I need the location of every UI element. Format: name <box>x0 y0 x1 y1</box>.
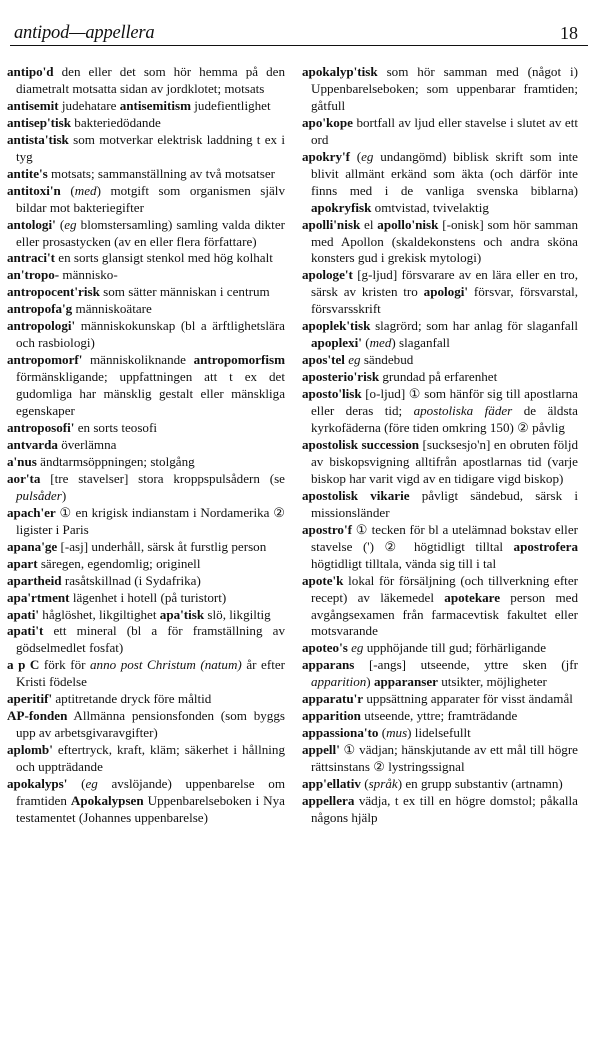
dictionary-entry <box>302 708 578 725</box>
headword: aplomb' <box>7 742 53 758</box>
definition-text: ) <box>366 674 374 690</box>
dictionary-entry <box>7 607 285 624</box>
definition-text: som sätter människan i centrum <box>99 284 270 300</box>
definition-text: ( <box>361 335 370 351</box>
definition-text: en sorts glansigt stenkol med hög kolhalt <box>55 250 273 266</box>
headword: apana'ge <box>7 538 58 554</box>
italic-text: språk <box>368 776 398 792</box>
dictionary-entry <box>302 488 578 522</box>
bold-term: apa'tisk <box>159 606 205 622</box>
definition-text: ( <box>350 148 362 164</box>
italic-text: eg <box>64 216 77 232</box>
dictionary-entry <box>7 708 285 742</box>
headword: apartheid <box>7 572 62 588</box>
dictionary-entry <box>302 369 578 386</box>
headword: antraci't <box>7 250 55 266</box>
dictionary-entry <box>7 539 285 556</box>
dictionary-entry <box>302 725 578 742</box>
dictionary-entry <box>7 301 285 318</box>
definition-text: [-onisk] som hör samman med Apollon (skaldekonstens och andra sköna konsters gud i grekisk mytologi) <box>311 216 579 266</box>
headword: apati't <box>7 623 44 639</box>
headword: antite's <box>7 165 48 181</box>
definition-text: lägenhet i hotell (på turistort) <box>69 589 227 605</box>
dictionary-entry <box>7 691 285 708</box>
dictionary-entry <box>302 64 578 115</box>
definition-text: [o-ljud] ① som hänför sig till apostlarna eller deras tid; <box>311 386 578 419</box>
dictionary-entry <box>302 352 578 369</box>
dictionary-entry <box>7 505 285 539</box>
definition-text: ) <box>61 487 67 503</box>
headword: aor'ta <box>7 470 41 486</box>
headword: apolli'nisk <box>302 216 361 232</box>
headword: app'ellativ <box>302 776 361 792</box>
headword: apparatu'r <box>302 691 364 707</box>
dictionary-entry <box>302 573 578 641</box>
headword: apostolisk succession <box>302 436 420 452</box>
left-column <box>7 64 285 827</box>
definition-text: ( <box>60 182 75 198</box>
definition-text: ① tecken för bl a utelämnad bokstav eller stavelse (') ② högtidligt tilltal <box>311 521 578 554</box>
headword: appellera <box>302 792 355 808</box>
dictionary-entry <box>302 386 578 437</box>
definition-text: ( <box>67 776 86 792</box>
definition-text: uppsättning apparater för visst ändamål <box>363 691 573 707</box>
bold-term: Apokalypsen <box>70 792 144 808</box>
definition-text: ett mineral (bl a för framställning av gödselmedlet fosfat) <box>16 623 285 656</box>
definition-text: utsikter, möjligheter <box>437 674 547 690</box>
headword: apati' <box>7 606 40 622</box>
dictionary-entry <box>7 454 285 471</box>
bold-term: apokryfisk <box>311 199 372 215</box>
headword: apokry'f <box>302 148 351 164</box>
headword: antropocent'risk <box>7 284 100 300</box>
definition-text: de äldsta kyrkofäderna (före tiden omkring 150) ② påvlig <box>311 403 578 436</box>
page-header <box>14 18 584 44</box>
dictionary-entry <box>302 437 578 488</box>
italic-text: eg <box>85 776 98 792</box>
italic-text: eg <box>361 148 374 164</box>
headword: apoteo's <box>302 640 348 656</box>
definition-text: högtidligt tilltala, vända sig till i tal <box>311 555 497 571</box>
definition-text: påvligt sändebud, särsk i missionsländer <box>311 487 578 520</box>
dictionary-entry <box>7 217 285 251</box>
definition-text: [g-ljud] försvarare av en lära eller en tro, särsk av kristen tro <box>311 267 578 300</box>
headword: apos'tel <box>302 352 345 368</box>
dictionary-entry <box>302 776 578 793</box>
definition-text: eftertryck, kraft, kläm; säkerhet i hållning och uppträdande <box>16 742 285 775</box>
definition-text: ( <box>55 216 65 232</box>
header-rule <box>10 45 588 46</box>
definition-text: [-asj] underhåll, särsk åt furstlig person <box>57 538 267 554</box>
headword: apokalyps' <box>7 776 68 792</box>
definition-text: avslöjande) uppenbarelse om framtiden <box>16 776 286 808</box>
definition-text: Uppenbarelseboken i Nya testamentet (Johannes uppenbarelse) <box>16 792 285 825</box>
headword: antropofa'g <box>7 301 73 317</box>
dictionary-entry <box>7 166 285 183</box>
bold-term: apollo'nisk <box>377 216 439 232</box>
dictionary-entry <box>302 522 578 573</box>
headword: a'nus <box>7 453 37 469</box>
headword: apa'rtment <box>7 589 70 605</box>
dictionary-entry <box>302 742 578 776</box>
headword: appassiona'to <box>302 725 379 741</box>
definition-text: som hör samman med (något i) Uppenbarelseboken; som uppenbarar framtiden; gåtfull <box>311 64 578 113</box>
headword: aposterio'risk <box>302 369 380 385</box>
definition-text: förmänskligande; uppfattningen att t ex det gudomliga har mänsklig gestalt eller mänskliga egenskaper <box>16 369 285 419</box>
definition-text: undangömd) biblisk skrift som inte blivit allmänt erkänd som äkta (och därför inte finns med i de vanliga svenska biblarna) <box>311 148 578 198</box>
definition-text: den eller det som hör hemma på den diametralt motsatta sidan av jordklotet; motsats <box>16 64 285 96</box>
italic-text: apparition <box>311 674 367 690</box>
definition-text: ( <box>378 725 387 741</box>
dictionary-entry <box>7 64 285 98</box>
definition-text: ) slaganfall <box>391 335 450 351</box>
definition-text: ändtarmsöppningen; stolgång <box>36 453 195 469</box>
headword: apostolisk vikarie <box>302 487 410 503</box>
headword: an'tropo- <box>7 267 60 283</box>
page-number: 18 <box>560 23 578 43</box>
headword: aposto'lisk <box>302 386 362 402</box>
dictionary-entry <box>302 149 578 217</box>
definition-text: el <box>360 216 378 232</box>
headword: apostro'f <box>302 521 352 537</box>
dictionary-entry <box>7 623 285 657</box>
definition-text: ) motgift som organismen själv bildar mot bakteriegifter <box>16 182 285 215</box>
definition-text: förk för <box>39 657 90 673</box>
italic-text: med <box>369 335 392 351</box>
headword: a p C <box>7 657 40 673</box>
dictionary-entry <box>7 284 285 301</box>
definition-text: vädja, t ex till en högre domstol; påkalla någons hjälp <box>311 792 578 825</box>
definition-text: judefientlighet <box>191 97 271 113</box>
definition-text: bortfall av ljud eller stavelse i slutet av ett ord <box>311 114 578 147</box>
dictionary-entry <box>7 352 285 420</box>
bold-term: apotekare <box>444 589 501 605</box>
definition-text: människokunskap (bl a ärftlighetslära och rasbiologi) <box>16 318 285 351</box>
dictionary-entry <box>7 657 285 691</box>
dictionary-entry <box>7 471 285 505</box>
bold-term: antisemitism <box>119 97 191 113</box>
definition-text: grundad på erfarenhet <box>379 369 498 385</box>
definition-text: bakteriedödande <box>71 114 161 130</box>
headword: antroposofi' <box>7 420 75 436</box>
dictionary-entry <box>7 267 285 284</box>
definition-text: aptitretande dryck före måltid <box>52 691 212 707</box>
guide-words: antipod—appellera <box>14 23 155 43</box>
definition-text: sändebud <box>360 352 414 368</box>
definition-text: rasåtskillnad (i Sydafrika) <box>61 572 201 588</box>
definition-text: ① vädjan; hänskjutande av ett mål till högre rättsinstans ② lystringssignal <box>311 742 578 775</box>
dictionary-entry <box>302 640 578 657</box>
italic-text: pulsåder <box>16 487 62 503</box>
headword: antvarda <box>7 436 58 452</box>
dictionary-entry <box>302 267 578 318</box>
definition-text: som motverkar elektrisk laddning t ex i tyg <box>16 131 285 164</box>
dictionary-entry <box>7 742 285 776</box>
definition-text: ① en krigisk indianstam i Nordamerika ② ligister i Paris <box>16 504 285 537</box>
definition-text: överlämna <box>57 436 117 452</box>
headword: apoplek'tisk <box>302 318 371 334</box>
italic-text: eg <box>348 352 361 368</box>
headword: antropomorf' <box>7 352 83 368</box>
dictionary-entry <box>302 115 578 149</box>
definition-text: omtvistad, tvivelaktig <box>371 199 489 215</box>
definition-text: slö, likgiltig <box>204 606 271 622</box>
definition-text: [sucksesjo'n] en obruten följd av biskopsvigning alltifrån apostlarnas tid (varje biskop har varit vigd av en tidigare vigd biskop) <box>311 436 579 486</box>
dictionary-entry <box>7 556 285 573</box>
headword: antisep'tisk <box>7 114 72 130</box>
headword: AP-fonden <box>7 708 68 724</box>
headword: antipo'd <box>7 64 54 79</box>
definition-text: människoliknande <box>82 352 194 368</box>
dictionary-entry <box>7 420 285 437</box>
dictionary-entry <box>7 776 285 827</box>
dictionary-entry <box>302 793 578 827</box>
italic-text: eg <box>351 640 364 656</box>
dictionary-entry <box>7 98 285 115</box>
headword: appell' <box>302 742 340 758</box>
headword: antisemit <box>7 97 59 113</box>
dictionary-entry <box>7 573 285 590</box>
italic-text: anno post Christum (natum) <box>90 657 242 673</box>
headword: antista'tisk <box>7 131 69 147</box>
definition-text: [tre stavelser] stora kroppspulsådern (se <box>40 470 285 486</box>
definition-text: människoätare <box>72 301 152 317</box>
dictionary-entry <box>7 250 285 267</box>
headword: apach'er <box>7 504 56 520</box>
headword: apparans <box>302 657 355 673</box>
dictionary-entry <box>7 183 285 217</box>
bold-term: apologi' <box>423 284 469 300</box>
dictionary-entry <box>7 318 285 352</box>
definition-text: lokal för försäljning (och tillverkning efter recept) av läkemedel <box>311 572 578 605</box>
definition-text: judehatare <box>58 97 120 113</box>
definition-text: blomstersamling) samling valda dikter eller prosastycken (av en eller flera författare) <box>16 216 285 249</box>
headword: apologe't <box>302 267 353 283</box>
bold-term: antropomorfism <box>193 352 285 368</box>
right-column <box>302 64 578 827</box>
dictionary-entry <box>7 590 285 607</box>
definition-text: ( <box>360 776 369 792</box>
headword: apo'kope <box>302 114 353 130</box>
bold-term: apparanser <box>373 674 438 690</box>
dictionary-entry <box>7 115 285 132</box>
definition-text: ) lidelsefullt <box>407 725 471 741</box>
dictionary-entry <box>7 437 285 454</box>
italic-text: apostoliska fäder <box>413 403 513 419</box>
headword: apokalyp'tisk <box>302 64 378 79</box>
definition-text: år efter Kristi födelse <box>16 657 285 690</box>
definition-text: säregen, egendomlig; originell <box>37 555 201 571</box>
dictionary-entry <box>302 318 578 352</box>
italic-text: mus <box>386 725 408 741</box>
headword: apparition <box>302 708 361 724</box>
definition-text: försvar, försvarstal, försvarsskrift <box>311 284 578 317</box>
headword: antologi' <box>7 216 56 232</box>
dictionary-entry <box>7 132 285 166</box>
definition-text: Allmänna pensionsfonden (som byggs upp av arbetsgivaravgifter) <box>16 708 285 741</box>
definition-text: utseende, yttre; framträdande <box>360 708 518 724</box>
definition-text: människo- <box>59 267 118 283</box>
dictionary-entry <box>302 657 578 691</box>
definition-text: håglöshet, likgiltighet <box>39 606 160 622</box>
definition-text: motsats; sammanställning av två motsatser <box>47 165 276 181</box>
definition-text: [-angs] utseende, yttre sken (jfr <box>354 657 578 673</box>
bold-term: apoplexi' <box>311 335 362 351</box>
definition-text: upphöjande till gud; förhärligande <box>363 640 547 656</box>
dictionary-entry <box>302 691 578 708</box>
dictionary-entry <box>302 217 578 268</box>
headword: aperitif' <box>7 691 53 707</box>
definition-text: slagrörd; som har anlag för slaganfall <box>370 318 578 334</box>
bold-term: apostrofera <box>513 538 578 554</box>
headword: antitoxi'n <box>7 182 61 198</box>
definition-text: en sorts teosofi <box>74 420 157 436</box>
definition-text: person med avgångsexamen från farmacevtisk fakultet eller motsvarande <box>311 589 578 639</box>
headword: antropologi' <box>7 318 76 334</box>
definition-text: ) en grupp substantiv (artnamn) <box>397 776 563 792</box>
italic-text: med <box>74 182 97 198</box>
headword: apart <box>7 555 38 571</box>
headword: apote'k <box>302 572 344 588</box>
